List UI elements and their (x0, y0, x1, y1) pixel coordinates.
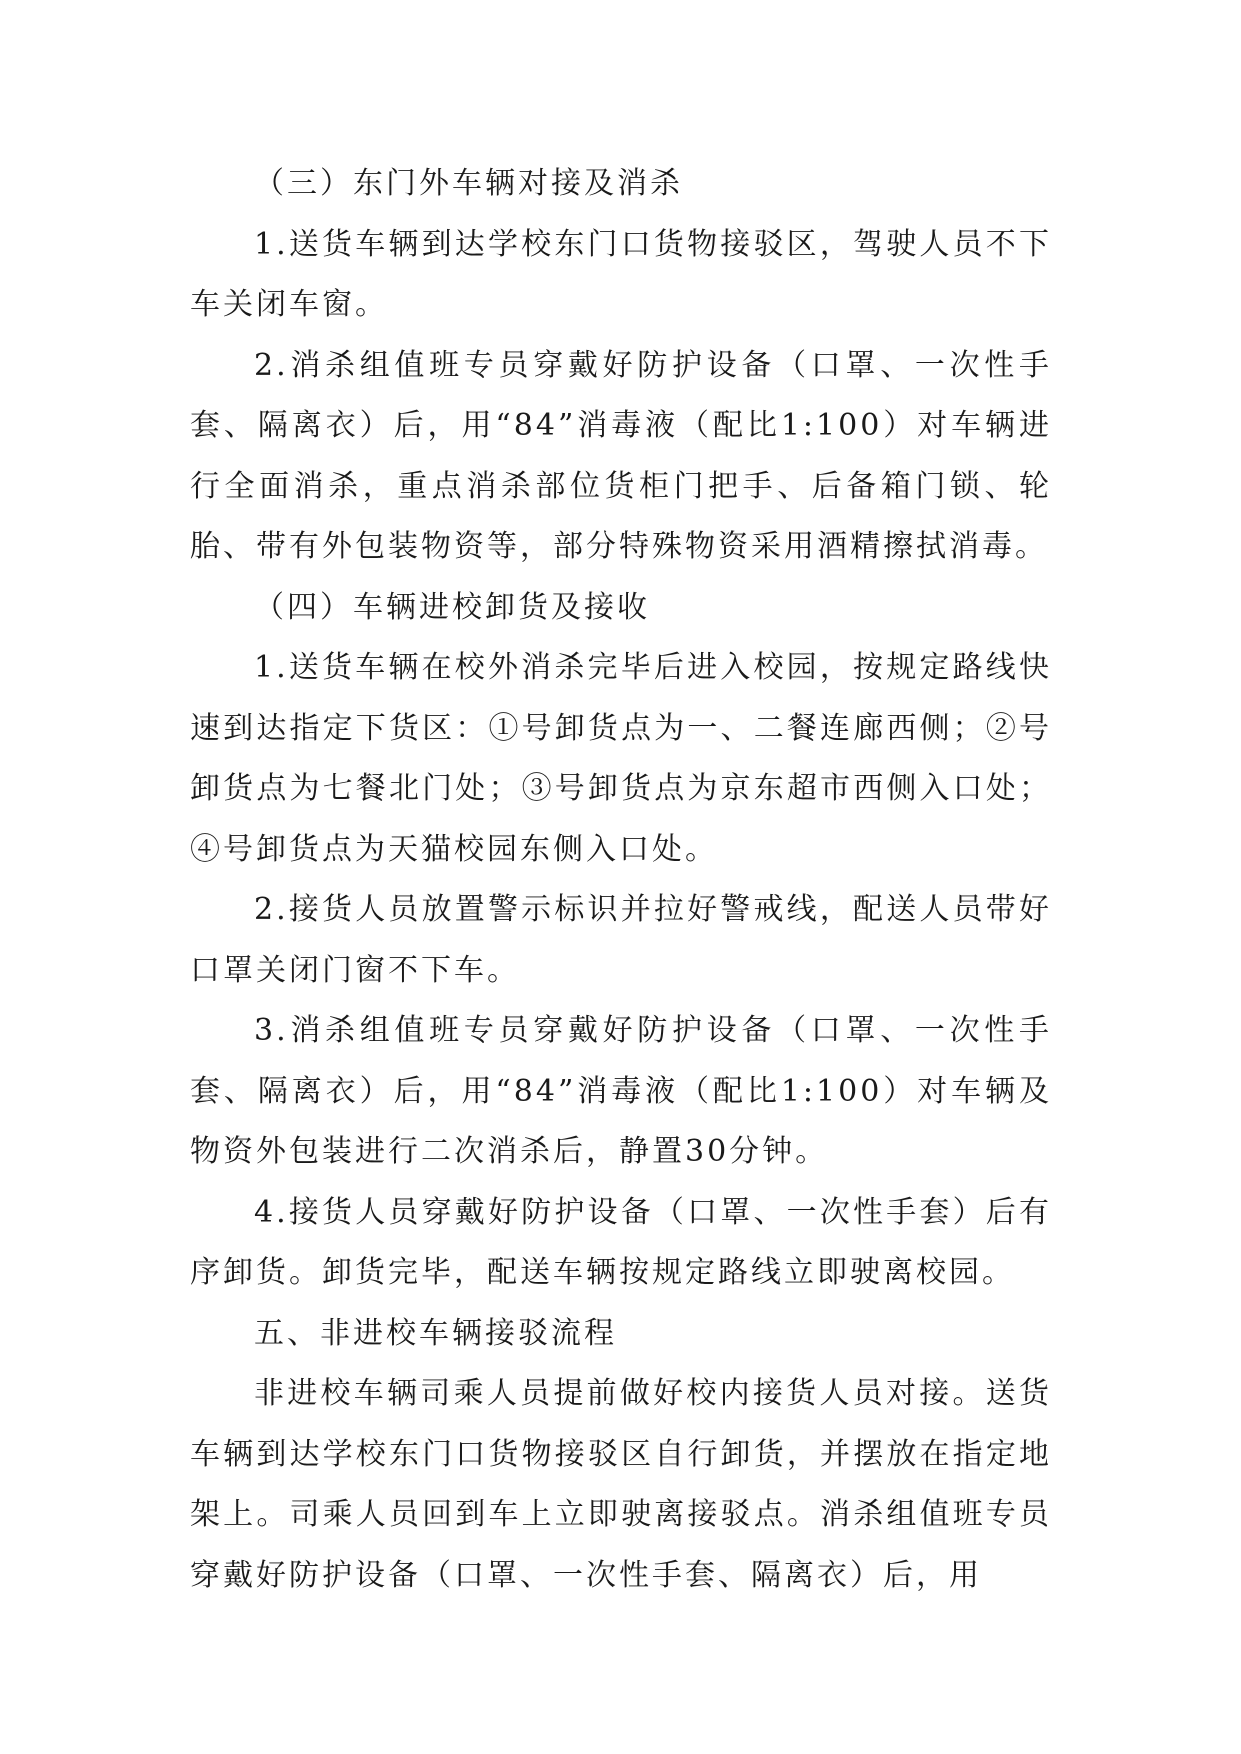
document-body (190, 154, 1052, 1606)
paragraph-4-3: 3.消杀组值班专员穿戴好防护设备（口罩、一次性手套、隔离衣）后，用“84”消毒液（配比1:100）对车辆及物资外包装进行二次消杀后，静置30分钟。 (190, 1013, 1052, 1169)
paragraph-3-1: 1.送货车辆到达学校东门口货物接驳区，驾驶人员不下车关闭车窗。 (190, 226, 1052, 322)
paragraph-4-1: 1.送货车辆在校外消杀完毕后进入校园，按规定路线快速到达指定下货区：①号卸货点为一、二餐连廊西侧；②号卸货点为七餐北门处；③号卸货点为京东超市西侧入口处；④号卸货点为天猫校园东侧入口处。 (190, 650, 1052, 867)
paragraph-4-2: 2.接货人员放置警示标识并拉好警戒线，配送人员带好口罩关闭门窗不下车。 (190, 892, 1052, 988)
paragraph-5-1: 非进校车辆司乘人员提前做好校内接货人员对接。送货车辆到达学校东门口货物接驳区自行卸货，并摆放在指定地架上。司乘人员回到车上立即驶离接驳点。消杀组值班专员穿戴好防护设备（口罩、一次性手套、隔离衣）后，用 (190, 1376, 1052, 1593)
section-heading-3: （三）东门外车辆对接及消杀 (254, 166, 683, 201)
paragraph-3-2: 2.消杀组值班专员穿戴好防护设备（口罩、一次性手套、隔离衣）后，用“84”消毒液（配比1:100）对车辆进行全面消杀，重点消杀部位货柜门把手、后备箱门锁、轮胎、带有外包装物资等，部分特殊物资采用酒精擦拭消毒。 (190, 347, 1052, 564)
paragraph-4-4: 4.接货人员穿戴好防护设备（口罩、一次性手套）后有序卸货。卸货完毕，配送车辆按规定路线立即驶离校园。 (190, 1194, 1052, 1290)
section-heading-5: 五、非进校车辆接驳流程 (254, 1315, 617, 1351)
section-heading-4: （四）车辆进校卸货及接收 (254, 589, 650, 625)
